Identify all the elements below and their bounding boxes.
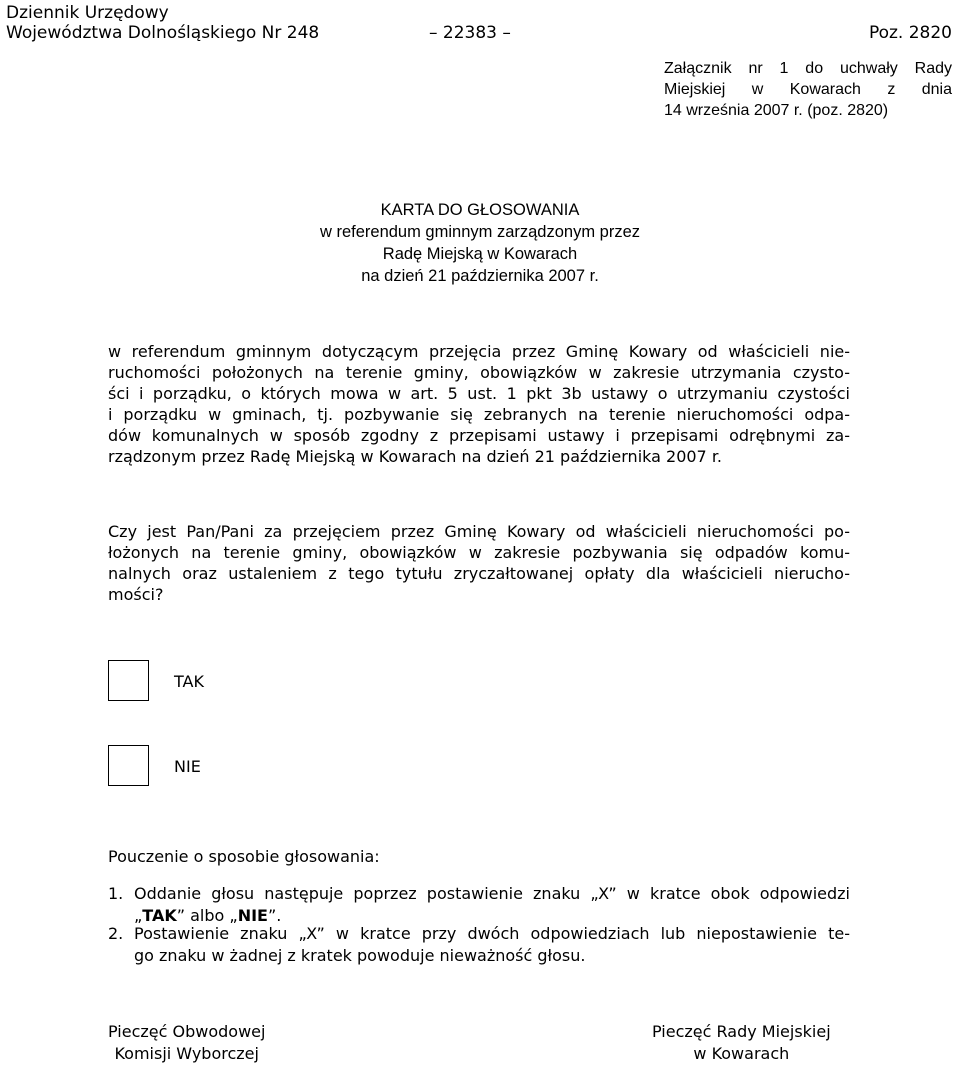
- description-line: ruchomości położonych na terenie gminy, obowiązków w zakresie utrzymania czysto-: [108, 363, 850, 382]
- city-council-stamp: Pieczęć Rady Miejskiej w Kowarach: [652, 1022, 831, 1063]
- district-commission-stamp: Pieczęć Obwodowej Komisji Wyborczej: [108, 1022, 266, 1063]
- instructions-heading: Pouczenie o sposobie głosowania:: [108, 847, 380, 866]
- annex-line: Miejskiej w Kowarach z dnia: [664, 81, 952, 98]
- ballot-title-line: w referendum gminnym zarządzonym przez: [319, 223, 641, 241]
- description-line: w referendum gminnym dotyczącym przejęcia przez Gminę Kowary od właścicieli nie-: [108, 342, 850, 361]
- instruction-item-1: [108, 883, 850, 927]
- annex-line: Załącznik nr 1 do uchwały Rady: [664, 60, 952, 77]
- journal-voivodeship-issue: Województwa Dolnośląskiego Nr 248: [6, 23, 320, 43]
- page-number: – 22383 –: [429, 23, 511, 43]
- ballot-title-main: KARTA DO GŁOSOWANIA: [380, 201, 580, 219]
- instruction-number: 1.: [108, 884, 124, 903]
- question-line: łożonych na terenie gminy, obowiązków w zakresie pozbywania się odpadów komu-: [108, 543, 850, 562]
- description-line: dów komunalnych w sposób zgodny z przepisami ustawy i przepisami odrębnymi za-: [108, 426, 850, 445]
- no-emphasis: NIE: [237, 906, 268, 925]
- no-checkbox[interactable]: [108, 745, 149, 786]
- yes-checkbox[interactable]: [108, 660, 149, 701]
- question-line: nalnych oraz ustaleniem z tego tytułu zryczałtowanej opłaty dla właścicieli nierucho-: [108, 564, 850, 583]
- annex-reference: [664, 58, 952, 121]
- description-line: ści i porządku, o których mowa w art. 5 ust. 1 pkt 3b ustawy o utrzymaniu czystości: [108, 384, 850, 403]
- ballot-title: [250, 199, 710, 287]
- description-line: i porządku w gminach, tj. pozbywanie się zebranych na terenie nieruchomości odpa-: [108, 405, 850, 424]
- yes-emphasis: TAK: [142, 906, 177, 925]
- position-number: Poz. 2820: [868, 23, 952, 43]
- annex-line: 14 września 2007 r. (poz. 2820): [664, 102, 889, 119]
- instruction-line: Postawienie znaku „X” w kratce przy dwóch odpowiedziach lub niepostawienie te-: [134, 924, 850, 943]
- no-label: NIE: [174, 757, 201, 776]
- question-line: mości?: [108, 585, 164, 604]
- instruction-line: Oddanie głosu następuje poprzez postawienie znaku „X” w kratce obok odpowiedzi: [134, 884, 850, 903]
- yes-label: TAK: [174, 672, 204, 691]
- description-line: rządzonym przez Radę Miejską w Kowarach na dzień 21 października 2007 r.: [108, 447, 723, 466]
- ballot-title-date: na dzień 21 października 2007 r.: [361, 267, 599, 285]
- instruction-line: go znaku w żadnej z kratek powoduje nieważność głosu.: [134, 946, 586, 965]
- referendum-question: [108, 521, 850, 605]
- question-line: Czy jest Pan/Pani za przejęciem przez Gminę Kowary od właścicieli nieruchomości po-: [108, 522, 850, 541]
- ballot-title-line: Radę Miejską w Kowarach: [382, 245, 578, 263]
- instruction-item-2: [108, 923, 850, 967]
- instruction-number: 2.: [108, 924, 124, 943]
- instruction-line: „TAK” albo „NIE”.: [134, 906, 282, 925]
- referendum-description: [108, 341, 850, 467]
- journal-title: Dziennik Urzędowy: [6, 3, 169, 23]
